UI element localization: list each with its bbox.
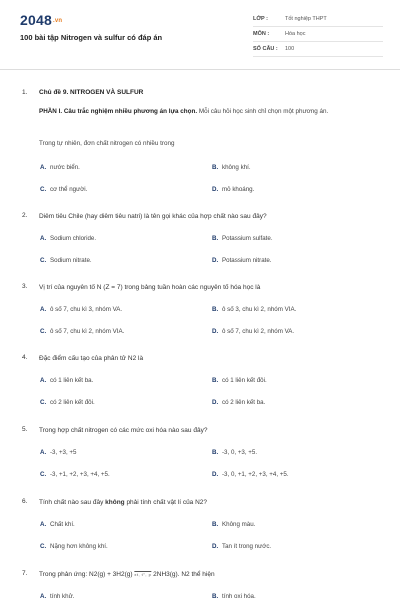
- question-text-post: 2NH3(g). N2 thể hiện: [151, 571, 215, 578]
- option-letter: A.: [40, 593, 47, 600]
- option-text: Nặng hơn không khí.: [50, 543, 108, 550]
- option-text: nước biển.: [50, 164, 80, 171]
- meta-box: [253, 12, 383, 57]
- option-text: -3, 0, +3, +5.: [222, 449, 258, 456]
- option-a[interactable]: [40, 164, 80, 171]
- part-instruction: [39, 107, 369, 116]
- option-letter: B.: [212, 306, 219, 313]
- option-c[interactable]: [40, 399, 95, 406]
- chapter-title: Chủ đề 9. NITROGEN VÀ SULFUR: [39, 89, 144, 96]
- question-number: 3.: [22, 283, 28, 290]
- option-text: có 1 liên kết ba.: [50, 377, 94, 384]
- option-d[interactable]: [212, 543, 271, 550]
- option-d[interactable]: [212, 471, 289, 478]
- part-title: PHẦN I. Câu trắc nghiệm nhiều phương án lựa chọn.: [39, 108, 198, 115]
- question-number: 5.: [22, 426, 28, 433]
- question-text: Trong tự nhiên, đơn chất nitrogen có nhiều trong: [39, 140, 175, 147]
- option-letter: D.: [212, 543, 219, 550]
- question-number: 1.: [22, 89, 28, 96]
- question-number: 7.: [22, 570, 28, 577]
- option-b[interactable]: [212, 449, 257, 456]
- option-letter: C.: [40, 543, 47, 550]
- option-d[interactable]: [212, 257, 272, 264]
- option-letter: D.: [212, 399, 219, 406]
- meta-row-count: [253, 42, 383, 57]
- option-text: ô số 7, chu kì 2, nhóm VIA.: [50, 328, 125, 335]
- option-d[interactable]: [212, 328, 294, 335]
- option-c[interactable]: [40, 543, 108, 550]
- meta-row-class: [253, 12, 383, 27]
- logo-suffix: .vn: [52, 18, 63, 24]
- question-text-pre: Tính chất nào sau đây: [39, 499, 106, 506]
- option-c[interactable]: [40, 471, 110, 478]
- meta-row-subject: [253, 27, 383, 42]
- option-b[interactable]: [212, 377, 267, 384]
- option-b[interactable]: [212, 593, 256, 600]
- option-letter: B.: [212, 593, 219, 600]
- option-letter: C.: [40, 471, 47, 478]
- option-text: -3, +3, +5: [50, 449, 77, 456]
- option-c[interactable]: [40, 328, 124, 335]
- option-text: ô số 7, chu kì 2, nhóm VA.: [222, 328, 295, 335]
- option-letter: A.: [40, 164, 47, 171]
- meta-key: LỚP :: [253, 16, 268, 22]
- option-letter: A.: [40, 449, 47, 456]
- option-text: Sodium chloride.: [50, 235, 97, 242]
- question-text: Diêm tiêu Chile (hay diêm tiêu natri) là tên gọi khác của hợp chất nào sau đây?: [39, 213, 267, 220]
- option-text: -3, 0, +1, +2, +3, +4, +5.: [222, 471, 289, 478]
- document-title: 100 bài tập Nitrogen và sulfur có đáp án: [20, 33, 163, 42]
- question-text: Trong hợp chất nitrogen có các mức oxi hóa nào sau đây?: [39, 427, 208, 434]
- meta-key: MÔN :: [253, 31, 270, 37]
- option-letter: B.: [212, 377, 219, 384]
- option-text: có 1 liên kết đôi.: [222, 377, 267, 384]
- option-letter: C.: [40, 328, 47, 335]
- option-b[interactable]: [212, 306, 296, 313]
- option-text: mỏ khoáng.: [222, 186, 255, 193]
- option-letter: B.: [212, 235, 219, 242]
- option-letter: D.: [212, 186, 219, 193]
- part-text: Mỗi câu hỏi học sinh chỉ chọn một phương án.: [197, 108, 329, 115]
- question-text-pre: Trong phản ứng: N2(g) + 3H2(g): [39, 571, 135, 578]
- option-text: Potassium sulfate.: [222, 235, 273, 242]
- option-d[interactable]: [212, 399, 265, 406]
- question-number: 4.: [22, 354, 28, 361]
- option-letter: C.: [40, 257, 47, 264]
- option-b[interactable]: [212, 235, 273, 242]
- site-logo[interactable]: [20, 12, 62, 28]
- option-text: cơ thể người.: [50, 186, 88, 193]
- option-letter: C.: [40, 186, 47, 193]
- option-text: ô số 7, chu kì 3, nhóm VA.: [50, 306, 123, 313]
- question-number: 2.: [22, 212, 28, 219]
- option-a[interactable]: [40, 306, 122, 313]
- option-text: ô số 3, chu kì 2, nhóm VIA.: [222, 306, 297, 313]
- option-letter: D.: [212, 471, 219, 478]
- option-letter: C.: [40, 399, 47, 406]
- question-text-emphasis: không: [105, 499, 125, 506]
- option-a[interactable]: [40, 521, 75, 528]
- option-a[interactable]: [40, 593, 74, 600]
- option-text: tính oxi hóa.: [222, 593, 256, 600]
- option-letter: A.: [40, 235, 47, 242]
- option-text: Tan ít trong nước.: [222, 543, 272, 550]
- option-letter: B.: [212, 449, 219, 456]
- option-letter: B.: [212, 164, 219, 171]
- option-c[interactable]: [40, 186, 87, 193]
- option-text: -3, +1, +2, +3, +4, +5.: [50, 471, 110, 478]
- question-text: [39, 570, 379, 579]
- option-letter: D.: [212, 257, 219, 264]
- document-content: [0, 70, 400, 600]
- option-text: tính khử.: [50, 593, 75, 600]
- document-header: [0, 0, 400, 70]
- question-text: Đặc điểm cấu tạo của phân tử N2 là: [39, 355, 144, 362]
- option-b[interactable]: [212, 521, 255, 528]
- option-b[interactable]: [212, 164, 251, 171]
- option-d[interactable]: [212, 186, 254, 193]
- option-text: có 2 liên kết đôi.: [50, 399, 95, 406]
- meta-key: SỐ CÂU :: [253, 46, 278, 52]
- option-letter: A.: [40, 377, 47, 384]
- option-text: Chất khí.: [50, 521, 75, 528]
- reaction-arrow: xt, t°, p: [134, 572, 152, 577]
- option-text: không khí.: [222, 164, 251, 171]
- option-letter: A.: [40, 306, 47, 313]
- question-text: [39, 498, 379, 507]
- option-text: có 2 liên kết ba.: [222, 399, 266, 406]
- question-text-post: phải tính chất vật lí của N2?: [124, 499, 208, 506]
- logo-text: 2048: [20, 12, 52, 28]
- option-text: Potassium nitrate.: [222, 257, 272, 264]
- option-a[interactable]: [40, 449, 77, 456]
- option-text: Sodium nitrate.: [50, 257, 92, 264]
- option-letter: D.: [212, 328, 219, 335]
- meta-value: Hóa học: [285, 31, 306, 37]
- option-c[interactable]: [40, 257, 92, 264]
- meta-value: Tốt nghiệp THPT: [285, 16, 327, 22]
- question-text: Vị trí của nguyên tố N (Z = 7) trong bảng tuần hoàn các nguyên tố hóa học là: [39, 284, 261, 291]
- question-number: 6.: [22, 498, 28, 505]
- option-a[interactable]: [40, 377, 93, 384]
- option-letter: A.: [40, 521, 47, 528]
- option-text: Không màu.: [222, 521, 256, 528]
- meta-value: 100: [285, 46, 295, 52]
- option-letter: B.: [212, 521, 219, 528]
- option-a[interactable]: [40, 235, 96, 242]
